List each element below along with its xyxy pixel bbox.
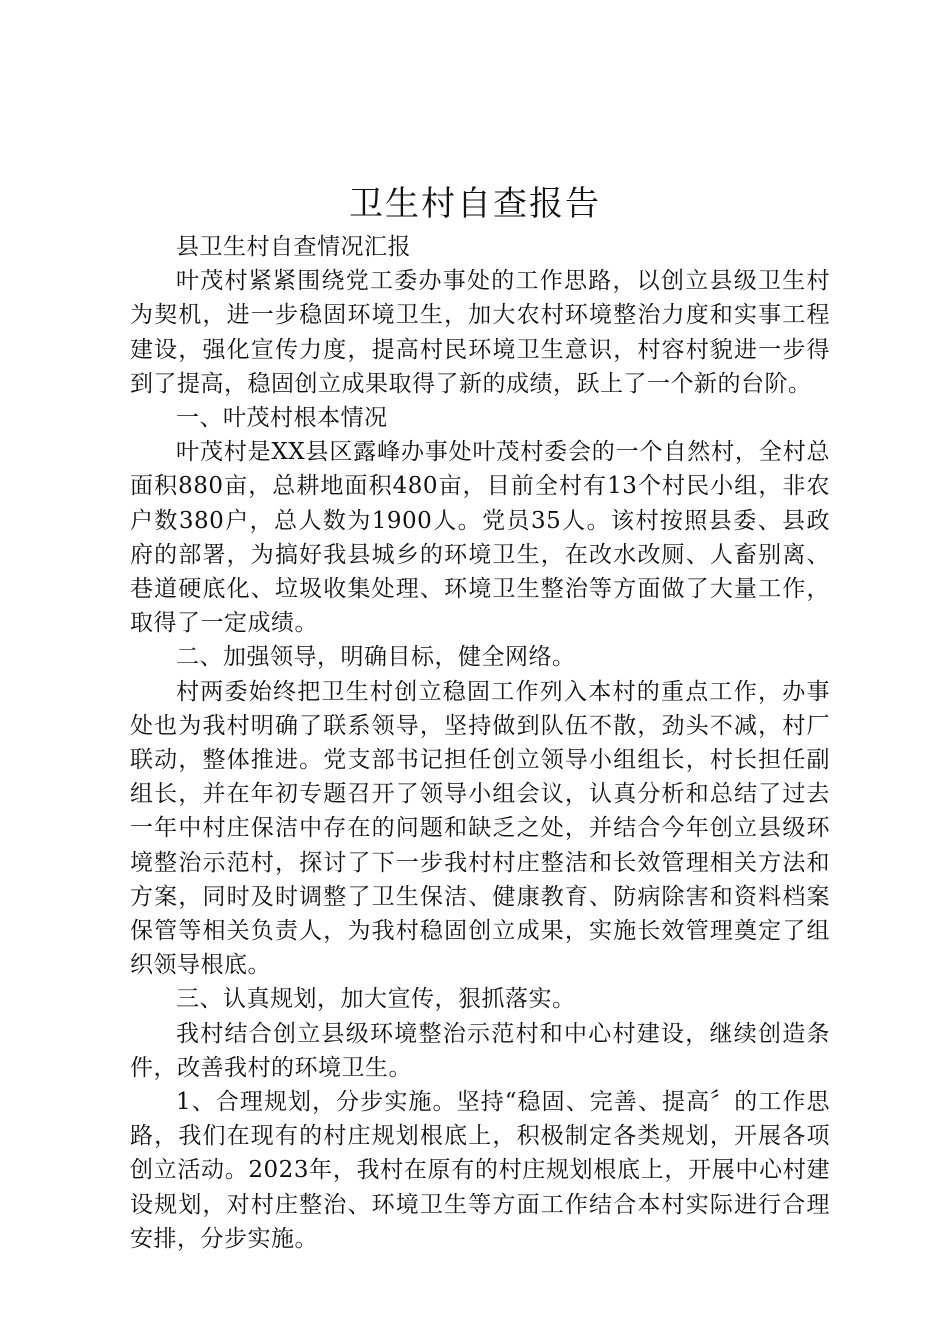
section-3-item-1-paragraph: 1、合理规划，分步实施。坚持“稳固、完善、提高〞的工作思路，我们在现有的村庄规划根底上，积极制定各类规划，开展各项创立活动。2023年，我村在原有的村庄规划根底上，开展中心村建设规划，对村庄整治、环境卫生等方面工作结合本村实际进行合理安排，分步实施。 (130, 1089, 830, 1252)
section-heading-1: 一、叶茂村根本情况 (176, 405, 388, 432)
intro-paragraph: 叶茂村紧紧围绕党工委办事处的工作思路，以创立县级卫生村为契机，进一步稳固环境卫生，加大农村环境整治力度和实事工程建设，强化宣传力度，提高村民环境卫生意识，村容村貌进一步得到了提高，稳固创立成果取得了新的成绩，跃上了一个新的台阶。 (130, 268, 830, 397)
section-3-paragraph: 我村结合创立县级环境整治示范村和中心村建设，继续创造条件，改善我村的环境卫生。 (130, 1020, 830, 1081)
document-body (130, 230, 830, 1256)
section-heading-2: 二、加强领导，明确目标，健全网络。 (176, 644, 576, 671)
section-1-paragraph: 叶茂村是XX县区露峰办事处叶茂村委会的一个自然村，全村总面积880亩，总耕地面积480亩，目前全村有13个村民小组，非农户数380户，总人数为1900人。党员35人。该村按照县委、县政府的部署，为搞好我县城乡的环境卫生，在改水改厕、人畜别离、巷道硬底化、垃圾收集处理、环境卫生整治等方面做了大量工作，取得了一定成绩。 (130, 439, 830, 637)
section-2-paragraph: 村两委始终把卫生村创立稳固工作列入本村的重点工作，办事处也为我村明确了联系领导，坚持做到队伍不散，劲头不减，村厂联动，整体推进。党支部书记担任创立领导小组组长，村长担任副组长，并在年初专题召开了领导小组会议，认真分析和总结了过去一年中村庄保洁中存在的问题和缺乏之处，并结合今年创立县级环境整治示范村，探讨了下一步我村村庄整洁和长效管理相关方法和方案，同时及时调整了卫生保洁、健康教育、防病除害和资料档案保管等相关负责人，为我村稳固创立成果，实施长效管理奠定了组织领导根底。 (130, 678, 830, 979)
report-subtitle-paragraph: 县卫生村自查情况汇报 (176, 234, 411, 260)
section-heading-3: 三、认真规划，加大宣传，狠抓落实。 (176, 986, 576, 1013)
document-title: 卫生村自查报告 (349, 184, 601, 224)
